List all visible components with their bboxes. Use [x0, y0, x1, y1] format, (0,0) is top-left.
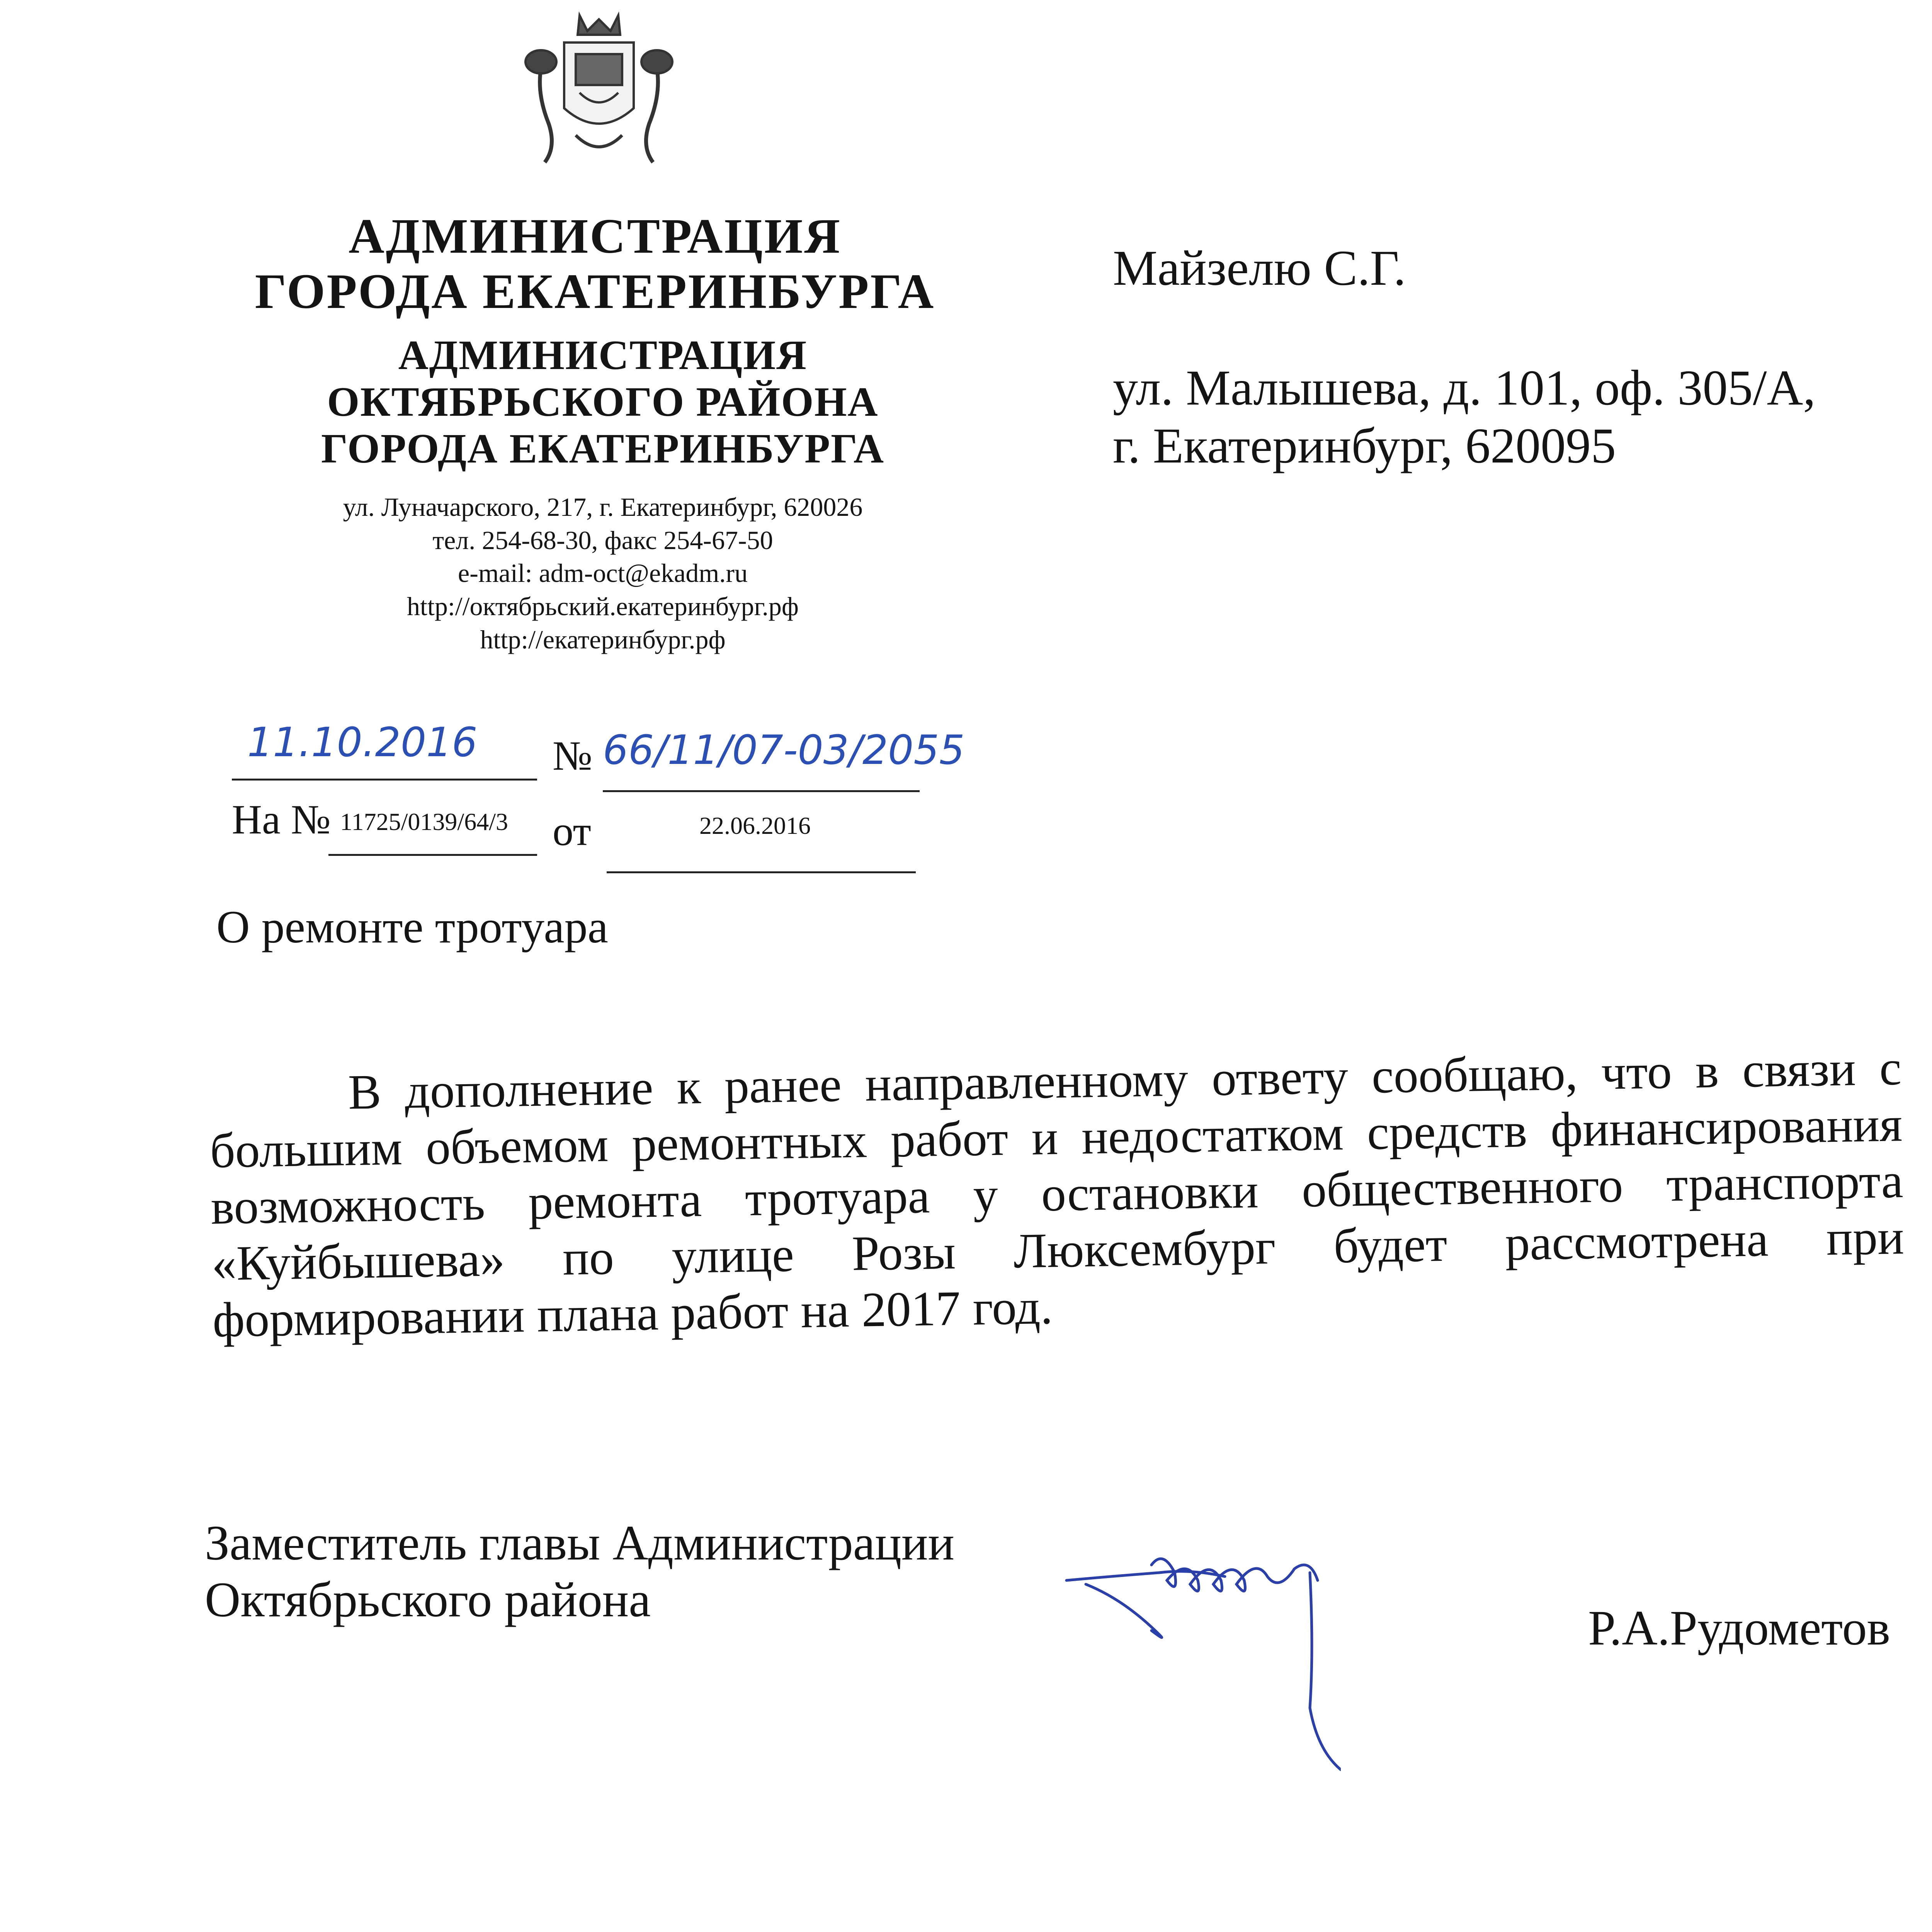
ref-number: 11725/0139/64/3 — [340, 808, 508, 835]
position-line-1: Заместитель главы Администрации — [205, 1515, 954, 1570]
contact-phone: тел. 254-68-30, факс 254-67-50 — [432, 525, 773, 555]
position-line-2: Октябрьского района — [205, 1572, 651, 1628]
ref-label: На № — [232, 797, 331, 843]
organization-name — [247, 209, 943, 320]
sub-organization-name — [294, 332, 912, 473]
recipient-address — [1113, 359, 1816, 475]
ref-date: 22.06.2016 — [699, 812, 811, 839]
from-label: от — [553, 808, 591, 854]
number-symbol: № — [553, 733, 593, 779]
contact-address: ул. Луначарского, 217, г. Екатеринбург, 620026 — [343, 492, 863, 522]
body-paragraph: В дополнение к ранее направленному ответу сообщаю, что в связи с большим объемом ремонтных работ и недостатком средств финансирования возможность ремонта тротуара у остановки общественного транспорта «Куйбышева» по улице Розы Люксембург будет рассмотрена при формировании плана работ на 2017 год. — [209, 1040, 1905, 1347]
letter-body — [209, 1040, 1905, 1348]
ref-date-underline — [607, 871, 916, 873]
contact-email: e-mail: adm-oct@ekadm.ru — [458, 558, 748, 588]
registration-number: 66/11/07-03/2055 — [603, 726, 965, 774]
contact-site-district: http://октябрьский.екатеринбург.рф — [407, 592, 799, 621]
sub-org-line-3: ГОРОДА ЕКАТЕРИНБУРГА — [321, 425, 884, 472]
recipient-name: Майзелю С.Г. — [1113, 240, 1406, 296]
org-line-1: АДМИНИСТРАЦИЯ — [349, 209, 842, 264]
org-line-2: ГОРОДА ЕКАТЕРИНБУРГА — [255, 264, 935, 319]
ref-underline — [328, 854, 537, 856]
sub-org-line-1: АДМИНИСТРАЦИЯ — [398, 332, 808, 378]
number-underline — [603, 790, 920, 792]
recipient-address-line-2: г. Екатеринбург, 620095 — [1113, 418, 1616, 474]
signatory-name: Р.А.Рудометов — [1588, 1600, 1890, 1655]
contact-block — [240, 491, 966, 656]
handwritten-signature — [1063, 1534, 1341, 1774]
city-coat-of-arms-icon — [510, 8, 688, 170]
signatory-position — [205, 1515, 954, 1628]
letter-subject: О ремонте тротуара — [216, 901, 608, 952]
recipient-address-line-1: ул. Малышева, д. 101, оф. 305/А, — [1113, 360, 1816, 416]
sub-org-line-2: ОКТЯБРЬСКОГО РАЙОНА — [327, 379, 879, 425]
contact-site-city: http://екатеринбург.рф — [480, 624, 726, 654]
date-underline — [232, 779, 537, 781]
registration-date: 11.10.2016 — [247, 719, 478, 766]
